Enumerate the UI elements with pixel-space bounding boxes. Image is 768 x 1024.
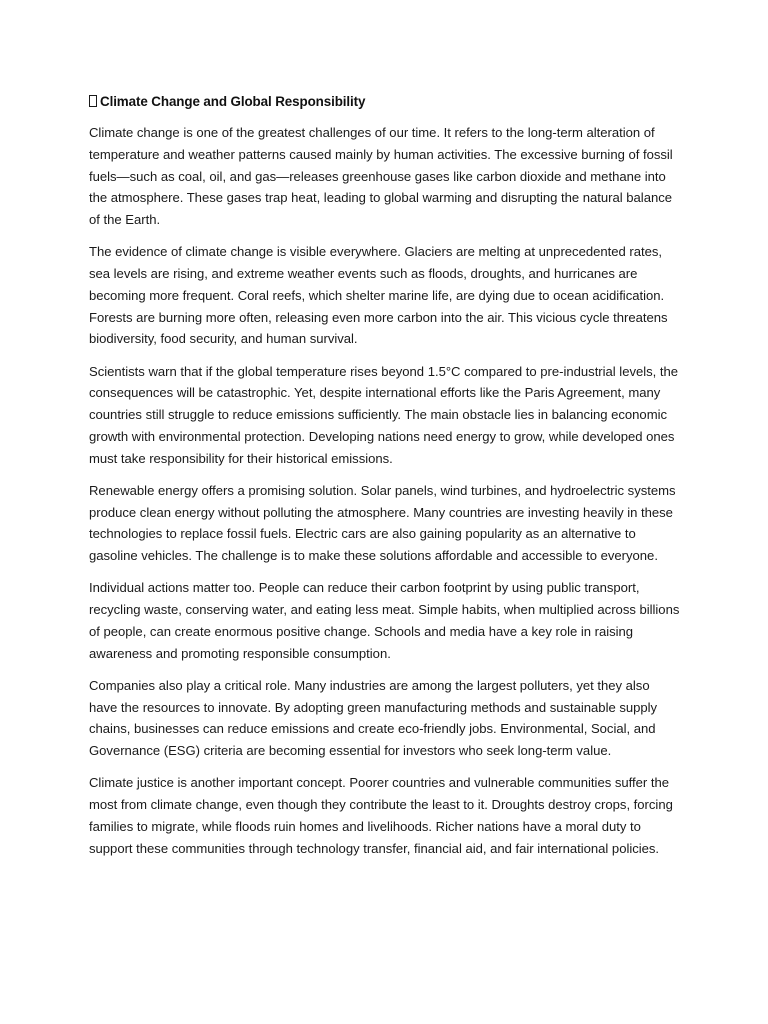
paragraph-1: Climate change is one of the greatest challenges of our time. It refers to the long-term alteration of temperature and weather patterns caused mainly by human activities. The excessive burning of fossil fuels—such as coal, oil, and gas—releases greenhouse gases like carbon dioxide and methane into the atmosphere. These gases trap heat, leading to global warming and disrupting the natural balance of the Earth.	[89, 125, 673, 228]
paragraph-7: Climate justice is another important concept. Poorer countries and vulnerable communities suffer the most from climate change, even though they contribute the least to it. Droughts destroy crops, forcing families to migrate, while floods ruin homes and livelihoods. Richer nations have a moral duty to support these communities through technology transfer, financial aid, and fair international policies.	[89, 775, 673, 856]
paragraph-2: The evidence of climate change is visible everywhere. Glaciers are melting at unprecedented rates, sea levels are rising, and extreme weather events such as floods, droughts, and hurricanes are becoming more frequent. Coral reefs, which shelter marine life, are dying due to ocean acidification. Forests are burning more often, releasing even more carbon into the air. This vicious cycle threatens biodiversity, food security, and human survival.	[89, 244, 668, 347]
document-page	[89, 90, 681, 870]
paragraph-3: Scientists warn that if the global temperature rises beyond 1.5°C compared to pre-industrial levels, the consequences will be catastrophic. Yet, despite international efforts like the Paris Agreement, many countries still struggle to reduce emissions sufficiently. The main obstacle lies in balancing economic growth with environmental protection. Developing nations need energy to grow, while developed ones must take responsibility for their historical emissions.	[89, 363, 679, 466]
paragraph-6: Companies also play a critical role. Many industries are among the largest polluters, yet they also have the resources to innovate. By adopting green manufacturing methods and sustainable supply chains, businesses can reduce emissions and create eco-friendly jobs. Environmental, Social, and Governance (ESG) criteria are becoming essential for investors who seek long-term value.	[89, 677, 658, 759]
missing-glyph-icon	[89, 95, 97, 107]
paragraph-5: Individual actions matter too. People can reduce their carbon footprint by using public transport, recycling waste, conserving water, and eating less meat. Simple habits, when multiplied across billions of people, can create enormous positive change. Schools and media have a key role in raising awareness and promoting responsible consumption.	[89, 580, 680, 661]
document-title: Climate Change and Global Responsibility	[100, 93, 366, 109]
document-heading	[89, 90, 681, 112]
paragraph-4: Renewable energy offers a promising solution. Solar panels, wind turbines, and hydroelectric systems produce clean energy without polluting the atmosphere. Many countries are investing heavily in these technologies to replace fossil fuels. Electric cars are also gaining popularity as an alternative to gasoline vehicles. The challenge is to make these solutions affordable and accessible to everyone.	[89, 482, 676, 564]
